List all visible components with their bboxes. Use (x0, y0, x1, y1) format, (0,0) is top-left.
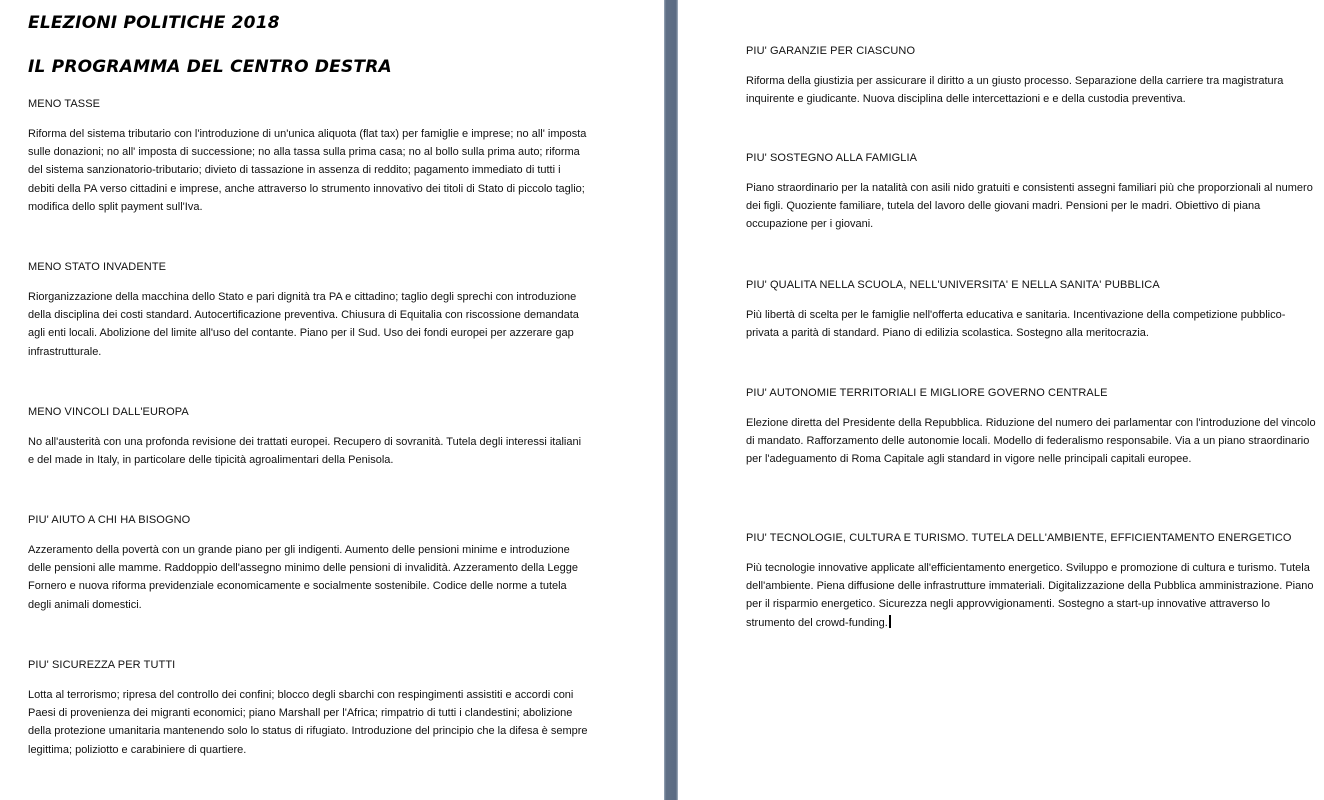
document-subtitle: IL PROGRAMMA DEL CENTRO DESTRA (28, 57, 392, 77)
section-piu-qualita (746, 276, 1316, 342)
section-piu-tecnologie (746, 529, 1316, 632)
section-heading: PIU' QUALITA NELLA SCUOLA, NELL'UNIVERSITA' E NELLA SANITA' PUBBLICA (746, 279, 1160, 291)
section-text[interactable]: Azzeramento della povertà con un grande piano per gli indigenti. Aumento delle pensioni minime e introduzione delle pensioni alle mamme. Raddoppio dell'assegno minimo delle pensioni di invalidità. Azzeramento della Legge Fornero e nuova riforma previdenziale economicamente e socialmente sostenibile. Codice delle norme a tutela degli animali domestici. (28, 544, 578, 611)
section-heading: MENO VINCOLI DALL'EUROPA (28, 406, 189, 418)
section-piu-sicurezza (28, 656, 588, 759)
page-gutter (664, 0, 678, 800)
section-heading: PIU' AIUTO A CHI HA BISOGNO (28, 514, 191, 526)
section-heading: PIU' GARANZIE PER CIASCUNO (746, 45, 916, 57)
document-title: ELEZIONI POLITICHE 2018 (28, 13, 280, 33)
section-heading: MENO STATO INVADENTE (28, 261, 167, 273)
section-text[interactable]: Più libertà di scelta per le famiglie nell'offerta educativa e sanitaria. Incentivazione della competizione pubblico-privata a parità di standard. Piano di edilizia scolastica. Sostegno alla meritocrazia. (746, 309, 1286, 340)
section-text[interactable]: Piano straordinario per la natalità con asili nido gratuiti e consistenti assegni familiari più che proporzionali al numero dei figli. Quoziente familiare, tutela del lavoro delle giovani madri. Pensioni per le madri. Obiettivo di piana occupazione per i giovani. (746, 182, 1313, 231)
section-heading: PIU' SICUREZZA PER TUTTI (28, 659, 176, 671)
section-text[interactable]: Lotta al terrorismo; ripresa del controllo dei confini; blocco degli sbarchi con respingimenti assistiti e accordi coni Paesi di provenienza dei migranti economici; piano Marshall per l'Africa; rimpatrio di tutti i clandestini; abolizione della protezione umanitaria mantenendo solo lo status di rifugiato. Introduzione del principio che la difesa è sempre legittima; poliziotto e carabiniere di quartiere. (28, 689, 588, 756)
section-heading: PIU' AUTONOMIE TERRITORIALI E MIGLIORE GOVERNO CENTRALE (746, 387, 1108, 399)
text-cursor (889, 615, 891, 628)
section-piu-sostegno-famiglia (746, 149, 1316, 234)
section-meno-vincoli-europa (28, 403, 588, 469)
section-text[interactable]: Riorganizzazione della macchina dello Stato e pari dignità tra PA e cittadino; taglio degli sprechi con introduzione della disciplina dei costi standard. Autocertificazione preventiva. Chiusura di Equitalia con riscossione demandata agli enti locali. Abolizione del limite all'uso del contante. Piano per il Sud. Uso dei fondi europei per azzerare gap infrastrutturale. (28, 291, 579, 358)
section-piu-autonomie (746, 384, 1316, 469)
section-heading: PIU' SOSTEGNO ALLA FAMIGLIA (746, 152, 918, 164)
section-meno-stato-invadente (28, 258, 588, 361)
section-piu-garanzie (746, 42, 1316, 108)
section-heading: PIU' TECNOLOGIE, CULTURA E TURISMO. TUTELA DELL'AMBIENTE, EFFICIENTAMENTO ENERGETICO (746, 532, 1292, 544)
section-text-with-cursor[interactable] (746, 559, 1316, 632)
section-piu-aiuto (28, 511, 588, 614)
section-text[interactable]: Riforma della giustizia per assicurare il diritto a un giusto processo. Separazione della carriere tra magistratura inquirente e giudicante. Nuova disciplina delle intercettazioni e e della custodia preventiva. (746, 75, 1284, 106)
document-page-right[interactable] (678, 0, 1324, 800)
section-meno-tasse (28, 95, 588, 216)
section-text[interactable]: Riforma del sistema tributario con l'introduzione di un'unica aliquota (flat tax) per famiglie e imprese; no all' imposta sulle donazioni; no all' imposta di successione; no alla tassa sulla prima casa; no al bollo sulla prima auto; riforma del sistema sanzionatorio-tributario; divieto di tassazione in assenza di reddito; pagamento immediato di tutti i debiti della PA verso cittadini e imprese, anche attraverso lo strumento innovativo dei titoli di Stato di piccolo taglio; modifica dello split payment sull'Iva. (28, 128, 587, 213)
section-text[interactable]: No all'austerità con una profonda revisione dei trattati europei. Recupero di sovranità. Tutela degli interessi italiani e del made in Italy, in particolare delle tipicità agroalimentari della Penisola. (28, 436, 582, 467)
section-text[interactable]: Elezione diretta del Presidente della Repubblica. Riduzione del numero dei parlamentar con l'introduzione del vincolo di mandato. Rafforzamento delle autonomie locali. Modello di federalismo responsabile. Via a un piano straordinario per l'adeguamento di Roma Capitale agli standard in vigore nelle principali capitali europee. (746, 417, 1316, 466)
section-text[interactable]: Più tecnologie innovative applicate all'efficientamento energetico. Sviluppo e promozione di cultura e turismo. Tutela dell'ambiente. Piena diffusione delle infrastrutture immateriali. Digitalizzazione della Pubblica amministrazione. Piano per il risparmio energetico. Sicurezza negli approvvigionamenti. Sostegno a start-up innovative attraverso lo strumento del crowd-funding. (746, 562, 1314, 629)
section-heading: MENO TASSE (28, 98, 101, 110)
